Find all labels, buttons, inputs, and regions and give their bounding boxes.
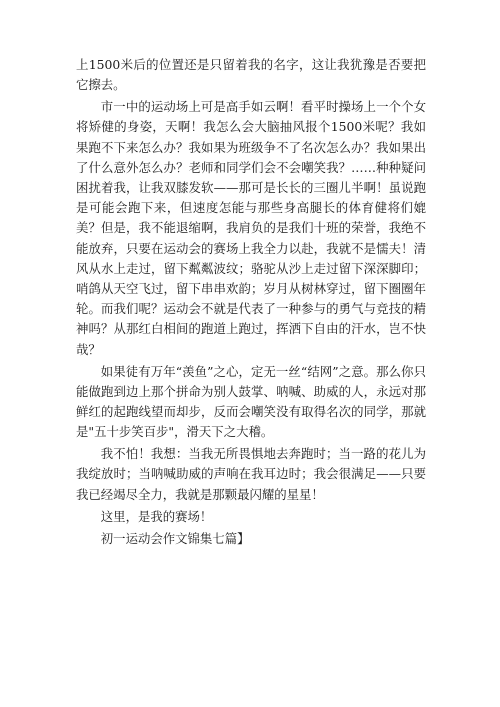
paragraph-2: 市一中的运动场上可是高手如云啊！看平时操场上一个个女将矫健的身姿，天啊！我怎么会大脑抽风报个1500米呢？我如果跑不下来怎么办？我如果为班级争不了名次怎么办？我如果出了什么意外怎么办？老师和同学们会不会嘲笑我？……种种疑问困扰着我，让我双膝发软——那可是长长的三圈儿半啊！虽说跑是可能会跑下来，但速度怎能与那些身高腿长的体育健将们媲美？但是，我不能退缩啊，我肩负的是我们十班的荣誉，我绝不能放弃，只要在运动会的赛场上我全力以赴，我就不是懦夫！清风从水上走过，留下粼粼波纹；骆驼从沙上走过留下深深脚印；哨鸽从天空飞过，留下串串欢韵；岁月从树林穿过，留下圈圈年轮。而我们呢？运动会不就是代表了一种参与的勇气与竞技的精神吗？从那红白相间的跑道上跑过，挥洒下自由的汗水，岂不快哉？	[76, 99, 426, 357]
paragraph-5: 这里，是我的赛场！	[100, 508, 213, 524]
paragraph-6: 初一运动会作文锦集七篇】	[100, 530, 250, 546]
paragraph-3: 如果徒有万年“羡鱼”之心，定无一丝“结网”之意。那么你只能做跑到边上那个拼命为别人鼓掌、呐喊、助威的人，永远对那鲜红的起跑线望而却步，反而会嘲笑没有取得名次的同学，那就是"五十步笑百步"，滑天下之大稽。	[76, 363, 426, 440]
paragraph-4: 我不怕！我想：当我无所畏惧地去奔跑时；当一路的花儿为我绽放时；当呐喊助威的声响在我耳边时；我会很满足——只要我已经竭尽全力，我就是那颗最闪耀的星星！	[76, 446, 426, 502]
paragraph-1: 上1500米后的位置还是只留着我的名字，这让我犹豫是否要把它擦去。	[76, 57, 426, 93]
document-body	[76, 55, 426, 549]
